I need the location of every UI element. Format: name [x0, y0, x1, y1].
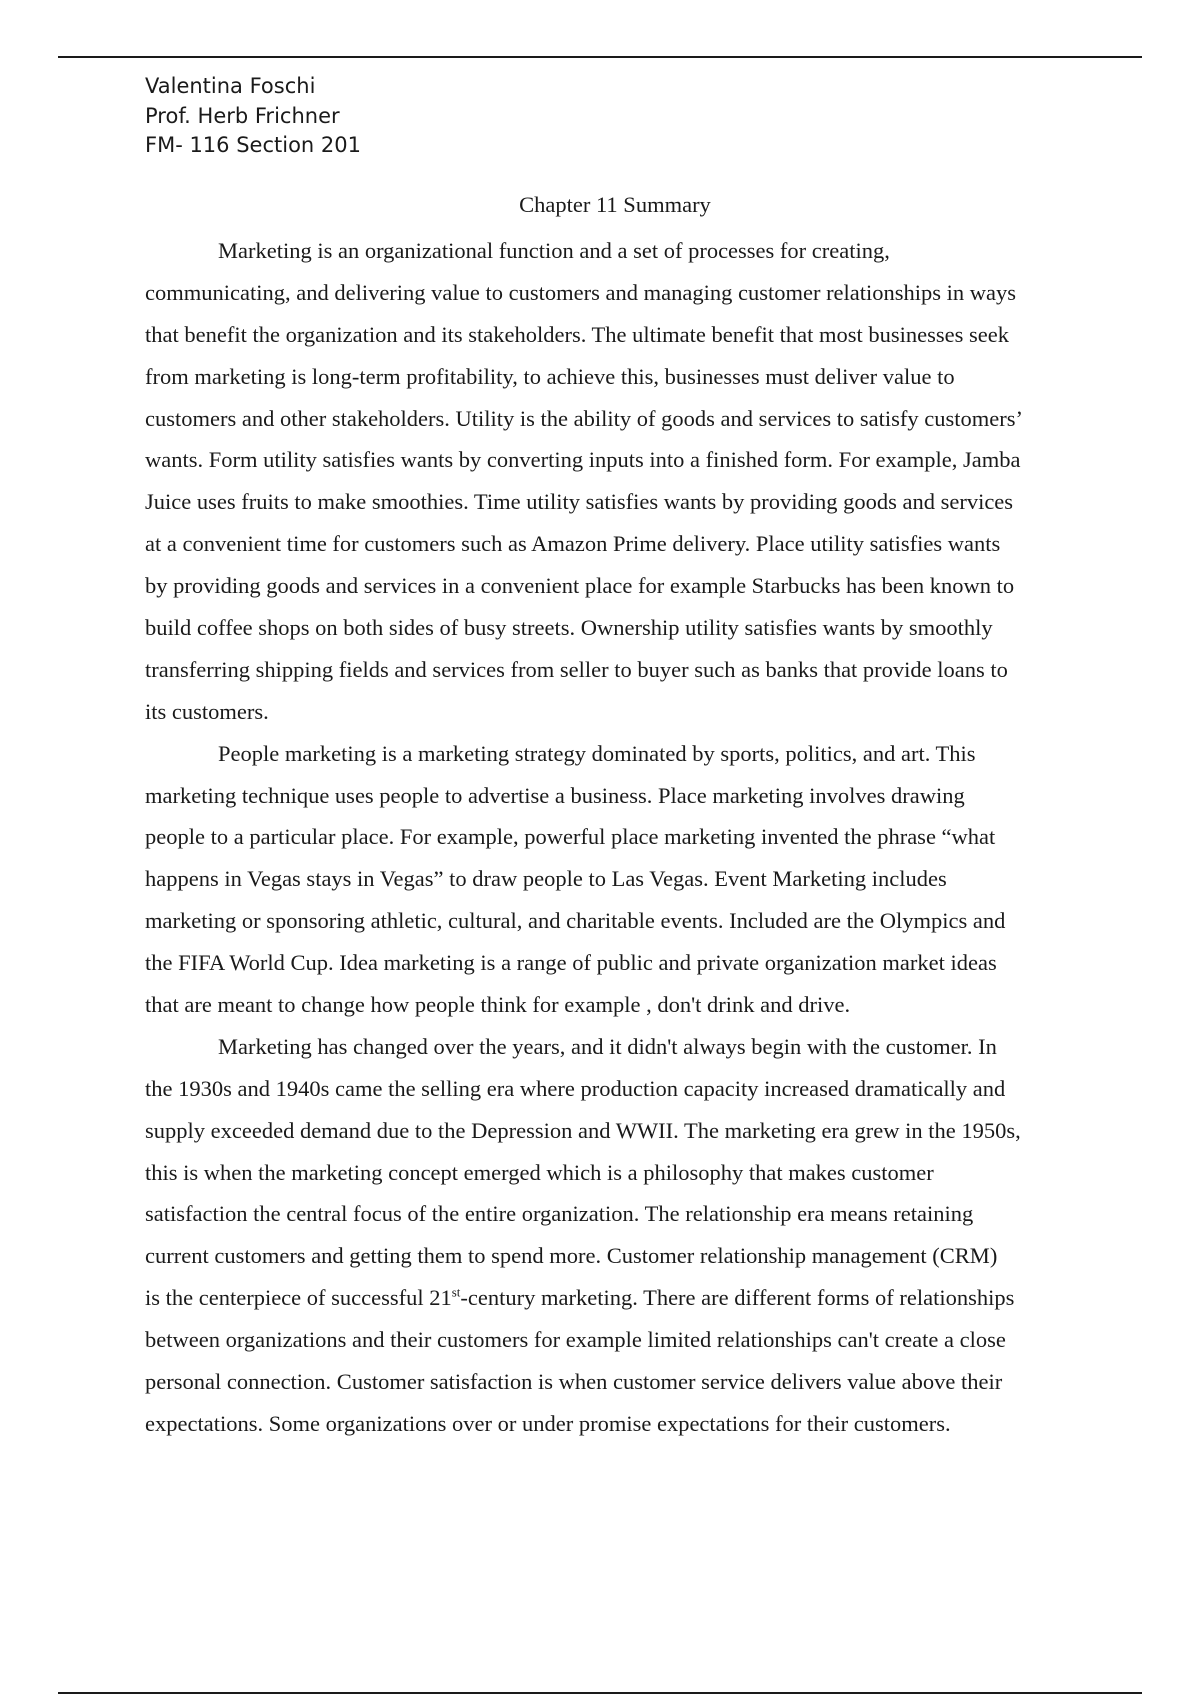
paragraph-2-line: that are meant to change how people think for example , don't drink and drive.	[145, 992, 851, 1018]
paragraph-2-line: people to a particular place. For example, powerful place marketing invented the phrase “what	[145, 824, 996, 850]
course-section: FM- 116 Section 201	[145, 133, 361, 157]
paragraph-2-line: marketing technique uses people to advertise a business. Place marketing involves drawing	[145, 782, 965, 808]
line-text: is the centerpiece of successful 21	[145, 1285, 452, 1311]
paragraph-1-line: by providing goods and services in a convenient place for example Starbucks has been known to	[145, 573, 1015, 599]
paragraph-1-line: wants. Form utility satisfies wants by converting inputs into a finished form. For example, Jamba	[145, 447, 1021, 473]
paragraph-1-line: customers and other stakeholders. Utility is the ability of goods and services to satisfy customers’	[145, 405, 1023, 431]
document-body	[145, 230, 1090, 1445]
paragraph-1-line: communicating, and delivering value to customers and managing customer relationships in ways	[145, 279, 1017, 305]
paragraph-3-line: current customers and getting them to spend more. Customer relationship management (CRM)	[145, 1243, 998, 1269]
paragraph-1-line: transferring shipping fields and services from seller to buyer such as banks that provide loans to	[145, 656, 1008, 682]
paragraph-1-line: build coffee shops on both sides of busy streets. Ownership utility satisfies wants by smoothly	[145, 615, 993, 641]
paragraph-3-line: supply exceeded demand due to the Depression and WWII. The marketing era grew in the 1950s,	[145, 1117, 1021, 1143]
paragraph-1-line: from marketing is long-term profitability, to achieve this, businesses must deliver value to	[145, 363, 955, 389]
document-title: Chapter 11 Summary	[519, 192, 711, 217]
paragraph-2-line: the FIFA World Cup. Idea marketing is a range of public and private organization market ideas	[145, 950, 997, 976]
paragraph-1-line: Juice uses fruits to make smoothies. Time utility satisfies wants by providing goods and services	[145, 489, 1014, 515]
paragraph-3-line: expectations. Some organizations over or under promise expectations for their customers.	[145, 1410, 951, 1436]
top-rule	[58, 56, 1142, 58]
paragraph-1-line: at a convenient time for customers such as Amazon Prime delivery. Place utility satisfies wants	[145, 531, 1001, 557]
paragraph-3-line: this is when the marketing concept emerged which is a philosophy that makes customer	[145, 1159, 934, 1185]
professor-name: Prof. Herb Frichner	[145, 103, 340, 128]
paragraph-2-line: happens in Vegas stays in Vegas” to draw people to Las Vegas. Event Marketing includes	[145, 866, 947, 892]
ordinal-superscript: st	[451, 1284, 461, 1300]
line-text: -century marketing. There are different forms of relationships	[460, 1285, 1015, 1311]
paragraph-3-line: satisfaction the central focus of the entire organization. The relationship era means retaining	[145, 1201, 974, 1227]
paragraph-1-line: that benefit the organization and its stakeholders. The ultimate benefit that most businesses seek	[145, 321, 1009, 347]
paragraph-1-line: Marketing is an organizational function and a set of processes for creating,	[218, 238, 890, 263]
bottom-rule	[58, 1692, 1142, 1694]
paragraph-3-line: Marketing has changed over the years, and it didn't always begin with the customer. In	[218, 1033, 997, 1059]
paragraph-3-line	[145, 1277, 1090, 1319]
paragraph-2-line: marketing or sponsoring athletic, cultural, and charitable events. Included are the Olympics and	[145, 908, 1006, 934]
document-header	[145, 72, 361, 161]
paragraph-3-line: the 1930s and 1940s came the selling era where production capacity increased dramatically and	[145, 1075, 1006, 1101]
paragraph-2-line: People marketing is a marketing strategy dominated by sports, politics, and art. This	[218, 740, 976, 766]
author-name: Valentina Foschi	[145, 74, 316, 98]
paragraph-1-line: its customers.	[145, 698, 269, 724]
paragraph-3-line: personal connection. Customer satisfaction is when customer service delivers value above their	[145, 1369, 1003, 1395]
paragraph-3-line: between organizations and their customers for example limited relationships can't create a close	[145, 1327, 1006, 1353]
